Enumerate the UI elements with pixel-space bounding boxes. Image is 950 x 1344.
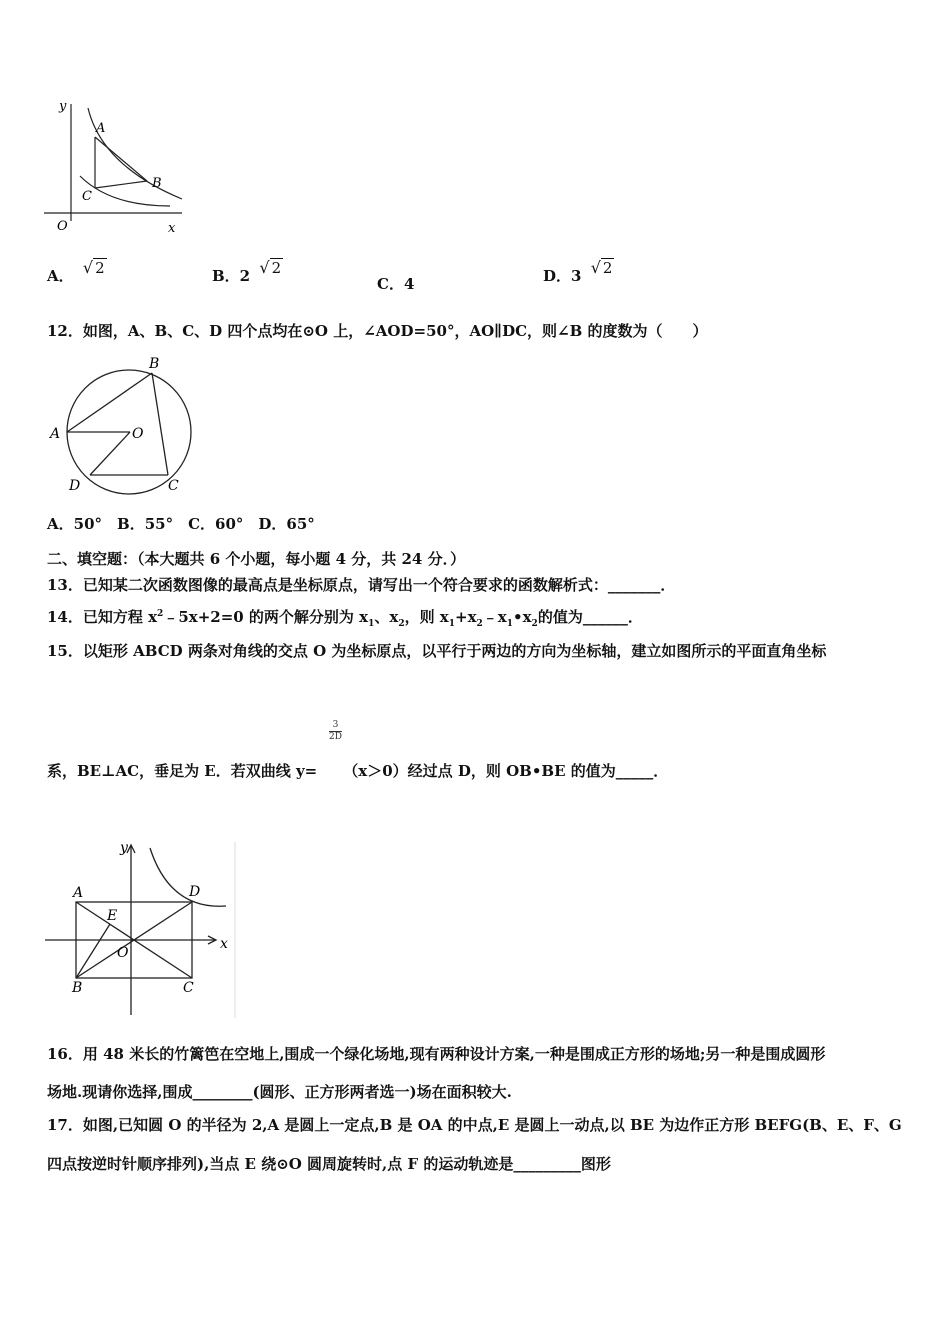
q15-line-2b: （x＞0）经过点 D，则 OB•BE 的值为_____． bbox=[343, 762, 669, 780]
q14-part: ﹣5x+2=0 的两个解分别为 x bbox=[163, 608, 369, 626]
q11-option-d bbox=[543, 258, 614, 286]
sqrt-icon: √ 2 bbox=[590, 258, 613, 277]
fig12-label-d: D bbox=[69, 478, 81, 494]
hyperbola bbox=[150, 848, 226, 906]
segment-cb bbox=[95, 181, 147, 188]
q14-sub: 2 bbox=[531, 619, 538, 629]
option-a-letter: A． bbox=[47, 267, 74, 285]
option-b-letter: B．2 bbox=[212, 267, 251, 285]
q15-frac-den: 2D bbox=[329, 732, 342, 742]
q14-part: 、x bbox=[374, 608, 399, 626]
q11-option-a bbox=[47, 258, 107, 286]
fig15-label-y: y bbox=[120, 840, 128, 856]
q14-part: 的值为______． bbox=[537, 608, 643, 626]
sqrt-icon: √ 2 bbox=[259, 258, 282, 277]
segment-od bbox=[90, 432, 130, 475]
fig12-label-a: A bbox=[50, 426, 61, 442]
segment-bc bbox=[152, 373, 168, 475]
fig11-label-a: A bbox=[96, 121, 106, 136]
section-2-heading: 二、填空题：（本大题共 6 个小题，每小题 4 分，共 24 分．） bbox=[47, 550, 466, 568]
fig15-label-d: D bbox=[189, 884, 201, 900]
fig11-label-o: O bbox=[57, 219, 68, 234]
fig12-label-b: B bbox=[149, 356, 160, 372]
q15-frac-num: 3 bbox=[329, 720, 342, 732]
q14-sub: 2 bbox=[398, 619, 405, 629]
q16-line-2: 场地.现请你选择,围成________(圆形、正方形两者选一)场在面积较大. bbox=[47, 1083, 512, 1101]
fig12-label-o: O bbox=[132, 426, 144, 442]
q14-sub: 1 bbox=[448, 619, 456, 629]
segment-ab bbox=[95, 137, 147, 181]
option-d-radicand: 2 bbox=[602, 259, 613, 277]
q11-option-b bbox=[212, 258, 283, 286]
q14-part: ，则 x bbox=[404, 608, 449, 626]
fig11-label-c: C bbox=[82, 189, 92, 204]
fig15-label-e: E bbox=[107, 908, 118, 924]
q12-text: 12．如图，A、B、C、D 四个点均在⊙O 上，∠AOD=50°，AO∥DC，则∠B 的度数为（ ） bbox=[47, 322, 708, 340]
fig11-label-b: B bbox=[152, 176, 162, 191]
q14-part: ﹣x bbox=[482, 608, 507, 626]
q14-text bbox=[47, 606, 643, 629]
q16-line-1: 16．用 48 米长的竹篱笆在空地上,围成一个绿化场地,现有两种设计方案,一种是围成正方形的场地;另一种是围成圆形 bbox=[47, 1045, 826, 1063]
option-d-letter: D．3 bbox=[543, 267, 582, 285]
q14-sub: 2 bbox=[476, 619, 483, 629]
fig11-label-x: x bbox=[168, 221, 176, 236]
q14-sub: 1 bbox=[506, 619, 514, 629]
fig15-label-b: B bbox=[72, 980, 83, 996]
q15-line-2 bbox=[47, 760, 668, 781]
option-a-radicand: 2 bbox=[95, 259, 105, 277]
segment-be bbox=[76, 924, 110, 978]
q14-part: •x bbox=[513, 608, 532, 626]
q15-line-2a: 系，BE⊥AC，垂足为 E．若双曲线 y= bbox=[47, 762, 318, 780]
q14-sup: 2 bbox=[157, 609, 164, 619]
q14-part: +x bbox=[455, 608, 477, 626]
q17-line-1: 17．如图,已知圆 O 的半径为 2,A 是圆上一定点,B 是 OA 的中点,E 是圆上一动点,以 BE 为边作正方形 BEFG(B、E、F、G bbox=[47, 1116, 902, 1134]
q11-figure bbox=[40, 96, 190, 241]
q15-line-1: 15．以矩形 ABCD 两条对角线的交点 O 为坐标原点，以平行于两边的方向为坐标轴，建立如图所示的平面直角坐标 bbox=[47, 642, 827, 660]
q15-fraction bbox=[329, 720, 342, 743]
option-b-radicand: 2 bbox=[271, 259, 282, 277]
segment-ab bbox=[67, 373, 152, 432]
q12-figure bbox=[44, 352, 199, 497]
fig15-label-c: C bbox=[183, 980, 194, 996]
fig11-label-y: y bbox=[59, 99, 67, 114]
q14-part: 14．已知方程 x bbox=[47, 608, 158, 626]
fig15-label-x: x bbox=[220, 936, 228, 952]
fig15-label-o: O bbox=[117, 945, 129, 961]
fig15-label-a: A bbox=[73, 885, 84, 901]
sqrt-icon: √ 2 bbox=[82, 258, 105, 277]
fig12-label-c: C bbox=[168, 478, 179, 494]
q13-text: 13．已知某二次函数图像的最高点是坐标原点，请写出一个符合要求的函数解析式：_______． bbox=[47, 576, 676, 594]
q12-options: A．50° B．55° C．60° D．65° bbox=[47, 515, 315, 533]
q11-option-c: C．4 bbox=[377, 275, 415, 293]
q17-line-2: 四点按逆时针顺序排列),当点 E 绕⊙O 圆周旋转时,点 F 的运动轨迹是_________图形 bbox=[47, 1155, 611, 1173]
q14-sub: 1 bbox=[368, 619, 375, 629]
q15-figure bbox=[40, 840, 240, 1020]
